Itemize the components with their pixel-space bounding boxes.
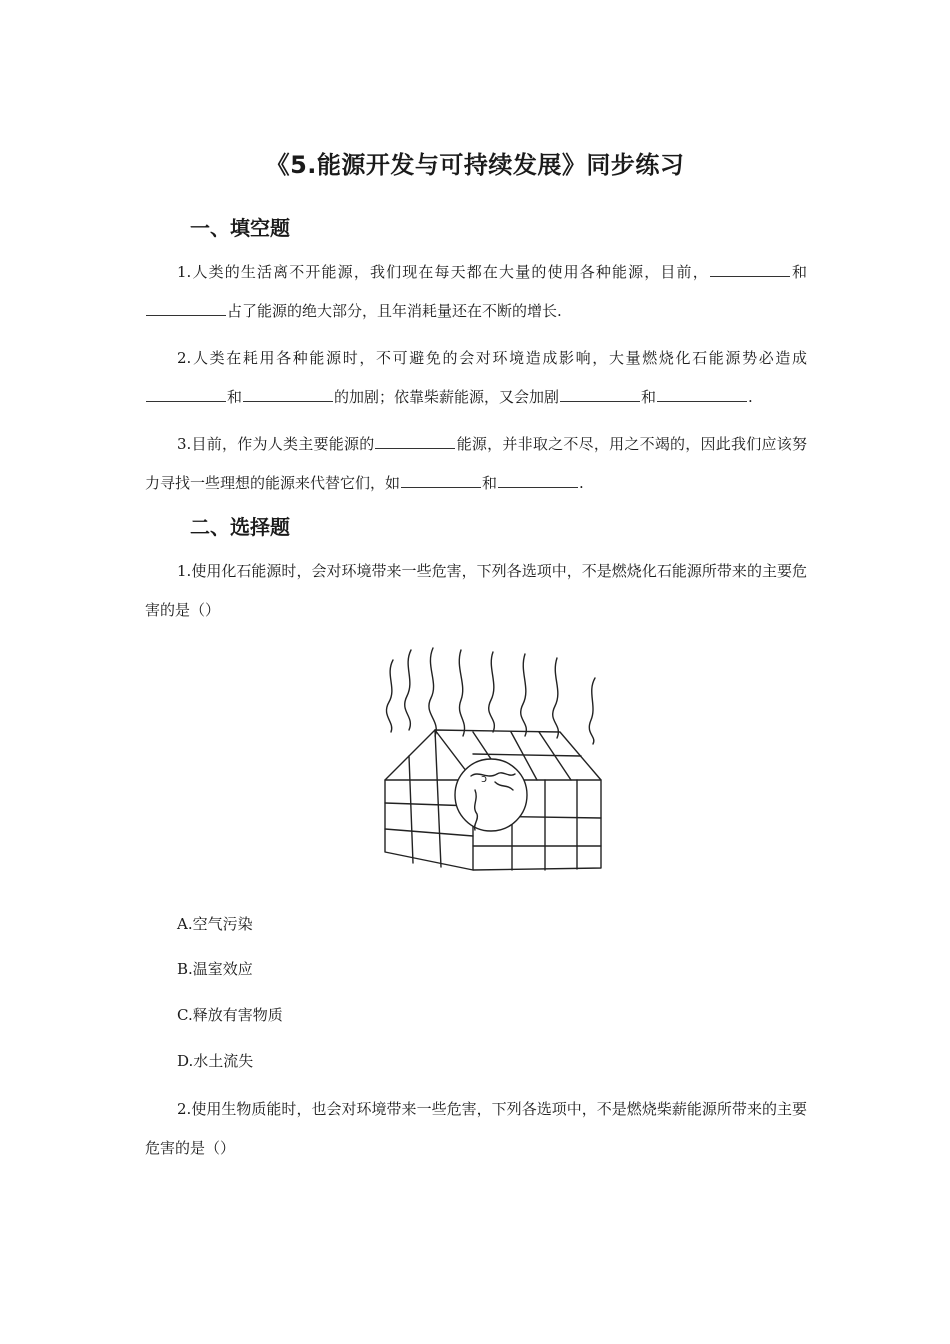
answer-blank[interactable] <box>243 385 333 402</box>
q2-text-c: 的加剧；依靠柴薪能源，又会加剧 <box>334 388 560 406</box>
q3-text-d: . <box>579 474 584 492</box>
fill-question-1 <box>145 253 807 331</box>
fill-question-2 <box>145 339 807 417</box>
q1-text-b: 和 <box>790 263 807 281</box>
q2-text-a: 2.人类在耗用各种能源时，不可避免的会对环境造成影响，大量燃烧化石能源势必造成 <box>177 349 807 367</box>
q1-text-c: 占了能源的绝大部分，且年消耗量还在不断的增长. <box>227 302 562 320</box>
q3-text-b: 能源，并非取之不尽，用之不竭的，因此我们应该努力寻找一些理想的能源来代替它们，如 <box>145 435 807 492</box>
q2-text-d: 和 <box>641 388 657 406</box>
page-title: 《5.能源开发与可持续发展》同步练习 <box>265 151 685 179</box>
q2-text-b: 和 <box>227 388 243 406</box>
answer-blank[interactable] <box>146 385 226 402</box>
section-heading-fill: 一、填空题 <box>190 216 290 240</box>
svg-text:ↄ: ↄ <box>481 772 488 785</box>
answer-blank[interactable] <box>657 385 747 402</box>
fill-question-3 <box>145 425 807 503</box>
answer-blank[interactable] <box>498 471 578 488</box>
answer-blank[interactable] <box>375 432 455 449</box>
answer-blank[interactable] <box>560 385 640 402</box>
q3-text-c: 和 <box>482 474 498 492</box>
option-a[interactable]: A.空气污染 <box>177 915 253 933</box>
q1-text-a: 1.人类的生活离不开能源，我们现在每天都在大量的使用各种能源，目前， <box>177 263 709 281</box>
q3-text-a: 3.目前，作为人类主要能源的 <box>177 435 375 453</box>
answer-blank[interactable] <box>710 260 790 277</box>
choice-question-1: 1.使用化石能源时，会对环境带来一些危害，下列各选项中，不是燃烧化石能源所带来的主要危害的是（） <box>145 562 807 619</box>
option-d[interactable]: D.水土流失 <box>177 1052 254 1070</box>
section-heading-choice: 二、选择题 <box>190 515 290 539</box>
option-b[interactable]: B.温室效应 <box>177 960 253 978</box>
answer-blank[interactable] <box>401 471 481 488</box>
option-c[interactable]: C.释放有害物质 <box>177 1006 283 1024</box>
q2-text-e: . <box>748 388 753 406</box>
choice-question-2: 2.使用生物质能时，也会对环境带来一些危害，下列各选项中，不是燃烧柴薪能源所带来的主要危害的是（） <box>145 1100 807 1157</box>
answer-blank[interactable] <box>146 299 226 316</box>
greenhouse-earth-icon <box>375 640 615 875</box>
